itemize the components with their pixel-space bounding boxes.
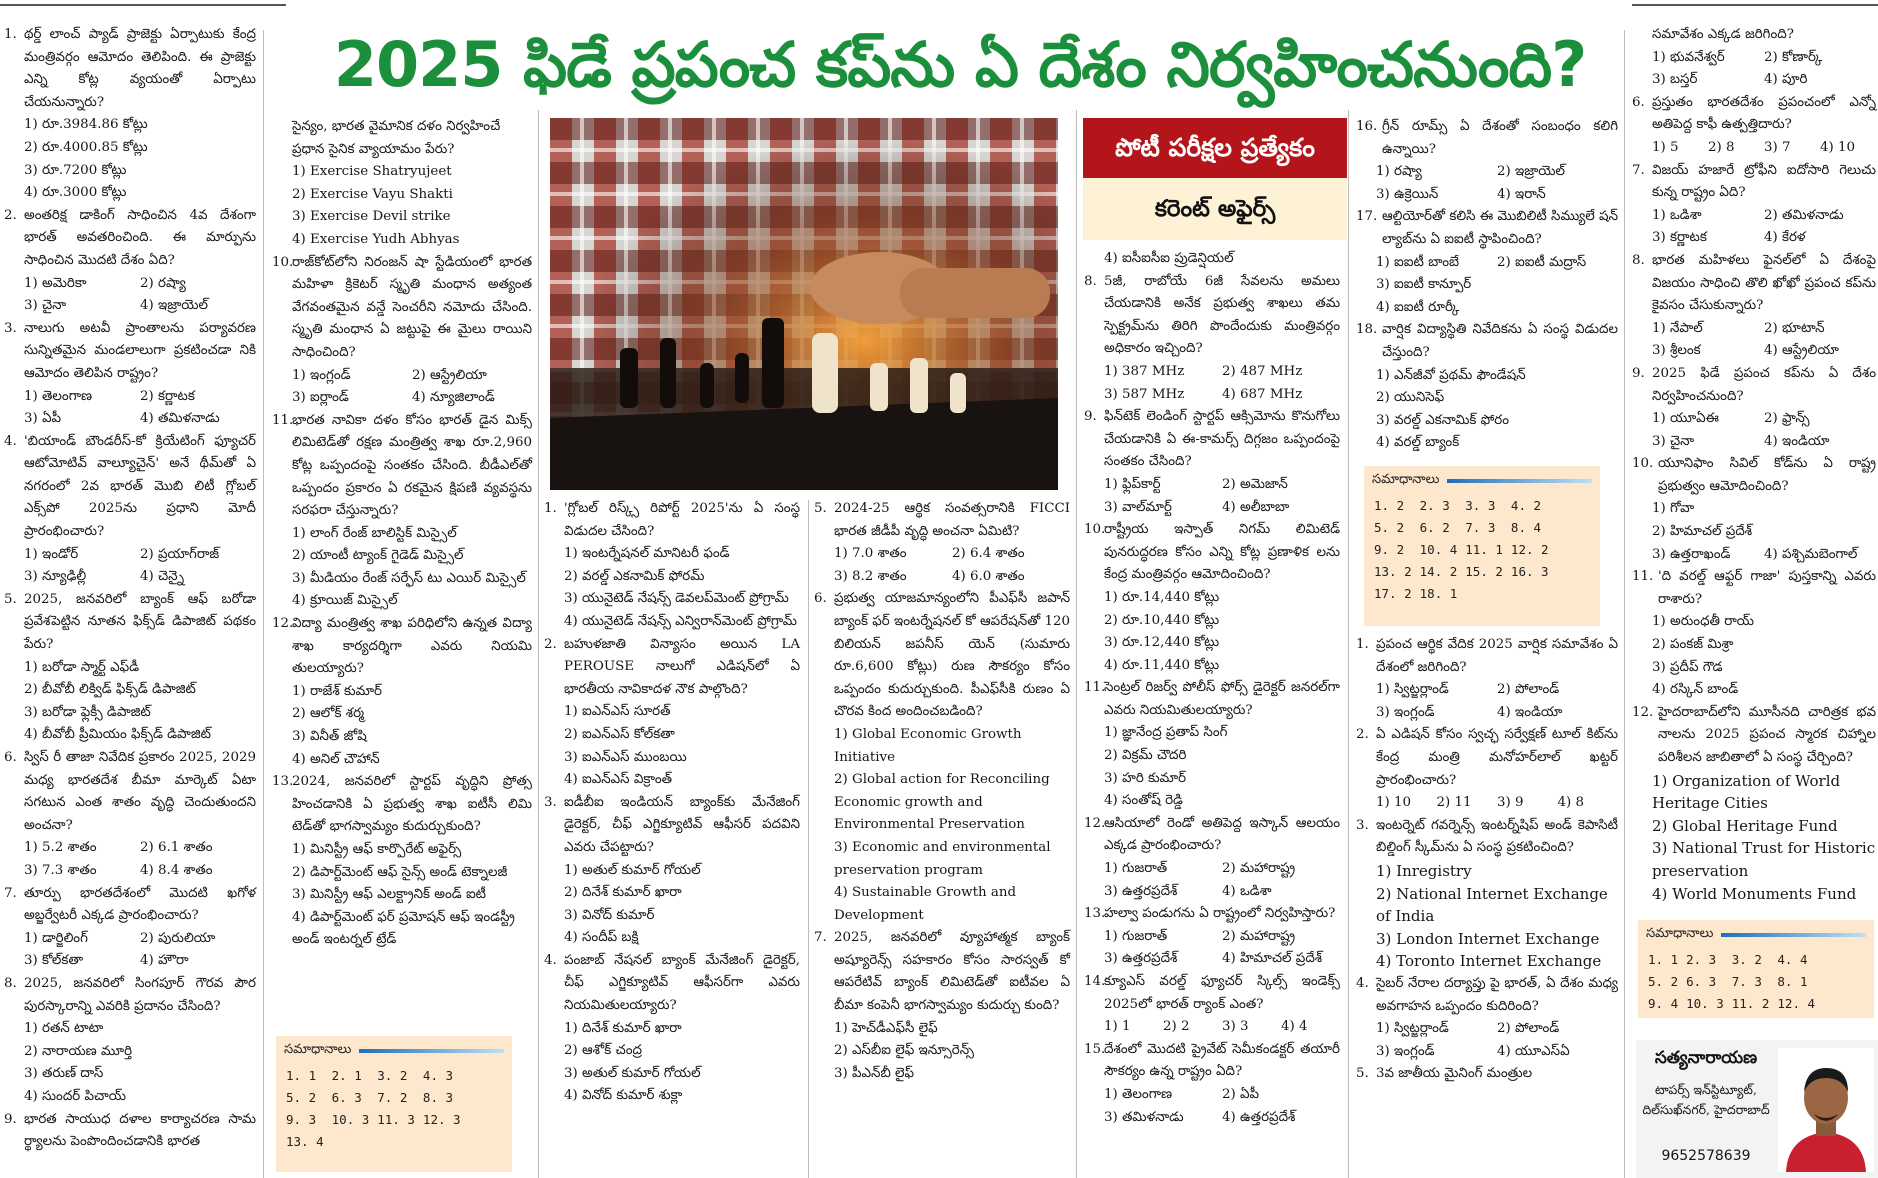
question-p11: 11. 'ది వరల్డ్ ఆఫ్టర్ గాజా' పుస్తకాన్ని ఎవరు రాశారు? — [1632, 569, 1876, 607]
option: 2) Global action for Reconciling Economic growth and Environmental Preservation — [834, 772, 1050, 833]
options-row: 3) తమిళనాడు 4) ఉత్తరప్రదేశ్ — [1104, 1109, 1296, 1125]
option: 4) యునైటెడ్ నేషన్స్ ఎన్విరాన్‌మెంట్ ప్రోగ్రామ్ — [564, 613, 797, 629]
question-p4: 4. సైబర్ నేరాల దర్యాప్తు పై భారత్, ఏ దేశం మధ్య అవగాహన ఒప్పందం కుదిరింది? — [1356, 975, 1618, 1014]
option: 1) లాంగ్ రేంజ్ బాలిస్టిక్ మిస్సైల్ — [292, 525, 457, 541]
author-portrait-icon — [1778, 1048, 1874, 1172]
question-8: 8. 2025, జనవరిలో సింగపూర్ గౌరవ పౌర పురస్కారాన్ని ఎవరికి ప్రదానం చేసింది? — [4, 975, 256, 1014]
option: 4) క్రూయిజ్ మిస్సైల్ — [292, 593, 398, 609]
option: 3) తరుణ్ దాస్ — [24, 1066, 104, 1082]
options-row: 1) ఇంగ్లండ్ 2) ఆస్ట్రేలియా — [292, 367, 487, 383]
question-p5: 5. 3వ జాతీయ మైనింగ్ మంత్రుల — [1356, 1066, 1533, 1082]
option: 2) ఆశోక్ చంద్ర — [564, 1043, 642, 1059]
question-p10: 10. యూనిఫాం సివిల్ కోడ్‌ను ఏ రాష్ట్ర ప్రభుత్వం ఆమోదించింది? — [1632, 456, 1876, 494]
question-p1: 1. ప్రపంచ ఆర్థిక వేదిక 2025 వార్షిక సమావేశం ఏ దేశంలో జరిగింది? — [1356, 637, 1618, 675]
options-row: 1) స్విట్జర్లాండ్ 2) పోలాండ్ — [1376, 682, 1560, 698]
answers-row: 13. 4 — [286, 1133, 324, 1149]
question-13: 13. హల్వా పండుగను ఏ రాష్ట్రంలో నిర్వహిస్తారు? — [1084, 906, 1336, 922]
option: 2) రూ.4000.85 కోట్లు — [24, 139, 148, 155]
question-3: 3. నాలుగు అటవీ ప్రాంతాలను పర్యావరణ సున్నితమైన మండలాలుగా ప్రకటించడా నికి ఆమోదం తెలిపిన రాష్ట్రం? — [4, 320, 256, 381]
option: 3) National Trust for Historic preservation — [1652, 839, 1876, 880]
question-2: 2. అంతరిక్ష డాకింగ్ సాధించిన 4వ దేశంగా భారత్ అవతరించింది. ఈ మార్పును సాధించిన మొదటి దేశం ఏది? — [4, 207, 256, 268]
answers-box-1 — [276, 1036, 512, 1172]
option: 2) డిపార్ట్‌మెంట్ ఆఫ్ సైన్స్ అండ్ టెక్నాలజీ — [292, 864, 508, 880]
option: 1) దినేశ్ కుమార్ ఖారా — [564, 1020, 682, 1036]
answers-table — [1370, 494, 1553, 604]
option: 3) వినోద్ కుమార్ — [564, 907, 655, 923]
question-p3: 3. ఇంటర్నెట్ గవర్నెన్స్ ఇంటర్న్‌షిప్ అండ్ కెపాసిటీ బిల్డింగ్ స్కీమ్‌ను ఏ సంస్థ ప్రకటించింది? — [1356, 817, 1618, 856]
answers-row: 13. 2 14. 2 15. 2 16. 3 — [1374, 563, 1549, 579]
option: 4) Exercise Yudh Abhyas — [292, 231, 460, 247]
options-row: 3) 7.3 శాతం 4) 8.4 శాతం — [24, 862, 213, 878]
option: 4) ఐసీఐసీఐ ప్రుడెన్షియల్ — [1104, 251, 1234, 266]
question-p6: 6. ప్రస్తుతం భారతదేశం ప్రపంచంలో ఎన్నో అతిపెద్ద కాఫీ ఉత్పత్తిదారు? — [1632, 94, 1876, 133]
author-photo — [1778, 1048, 1874, 1172]
answers-table — [282, 1064, 465, 1152]
option: 2) విక్రమ్ చౌదరి — [1104, 748, 1187, 764]
question-p2: 2. ఏ ఎడిషన్ కోసం స్వచ్ఛ సర్వేక్షణ్ టూల్ కిట్‌ను కేంద్ర మంత్రి మనోహర్‌లాల్ ఖట్టర్ ప్రారంభించారు? — [1356, 727, 1618, 788]
option: 2) యాంటీ ట్యాంక్ గైడెడ్ మిస్సైల్ — [292, 548, 464, 564]
question-15: 15. దేశంలో మొదటి ప్రైవేట్ సెమీకండక్టర్ తయారీ సౌకర్యం ఉన్న రాష్ట్రం ఏది? — [1084, 1041, 1340, 1080]
option: 1) ఇంటర్నేషనల్ మానిటరీ ఫండ్ — [564, 546, 730, 562]
question-13: 13. 2024, జనవరిలో స్టార్టప్ వృద్ధిని ప్రోత్స హించడానికి ఏ ప్రభుత్వ శాఖ ఐటీసీ లిమి టెడ్‌తో భాగస్వామ్యం కుదుర్చుకుంది? — [272, 774, 532, 835]
question-5: 5. 2025, జనవరిలో బ్యాంక్ ఆఫ్ బరోడా ప్రవేశపెట్టిన నూతన ఫిక్స్‌డ్ డిపాజిట్ పథకం పేరు? — [4, 591, 256, 653]
answers-bar — [359, 1049, 504, 1053]
option: 2) పంకజ్ మిశ్రా — [1652, 637, 1734, 653]
question-p12: 12. హైదరాబాద్‌లోని మూసీనది చారిత్రక భవ నాలను 2025 ప్రపంచ స్మారక చిహ్నాల పరిశీలన జాబితాలో ఏ సంస్థ చేర్చింది? — [1632, 704, 1876, 765]
option: 1) Exercise Shatryujeet — [292, 164, 452, 180]
question-2: 2. బహుళజాతి విన్యాసం అయిన LA PEROUSE నాలుగో ఎడిషన్‌లో ఏ భారతీయ నావికాదళ నౌక పాల్గొంది? — [544, 636, 800, 697]
options-row: 3) బస్తర్ 4) పూరి — [1652, 72, 1808, 88]
options-row: 1) రష్యా 2) ఇజ్రాయెల్ — [1376, 164, 1565, 180]
options-row: 1) 10 2) 11 3) 9 4) 8 — [1376, 795, 1585, 811]
option: 2) ఆలోక్ శర్మ — [292, 706, 365, 722]
answers-label: సమాధానాలు — [1372, 472, 1440, 487]
question-9-continued: సైన్యం, భారత వైమానిక దళం నిర్వహించే ప్రధాన సైనిక వ్యాయామం పేరు? — [292, 119, 501, 157]
option: 2) హిమాచల్ ప్రదేశ్ — [1652, 524, 1753, 540]
option: 3) మీడియం రేంజ్ సర్ఫేస్ టు ఎయిర్ మిస్సైల్ — [292, 570, 526, 586]
answers-label: సమాధానాలు — [1646, 926, 1714, 941]
option: 2) దినేశ్ కుమార్ ఖారా — [564, 885, 682, 901]
option: 3) పీఎన్‌బీ లైఫ్ — [834, 1065, 915, 1081]
options-row: 3) 587 MHz 4) 687 MHz — [1104, 386, 1303, 402]
option: 1) Organization of World Heritage Cities — [1652, 771, 1841, 813]
top-rule-right — [1632, 4, 1878, 6]
option: 3) మినిస్ట్రీ ఆఫ్ ఎలక్ట్రానిక్ అండ్ ఐటీ — [292, 887, 487, 903]
option: 4) సంతోష్ రెడ్డి — [1104, 793, 1183, 809]
options-row: 1) డార్జిలింగ్ 2) పురులియా — [24, 930, 216, 946]
option: 4) వరల్డ్ బ్యాంక్ — [1376, 435, 1460, 451]
answers-row: 5. 2 6. 3 7. 3 8. 1 — [1648, 973, 1808, 989]
option: 2) ఎస్‌బీఐ లైఫ్ ఇన్సూరెన్స్ — [834, 1043, 974, 1059]
options-row: 1) ఐఐటీ బాంబే 2) ఐఐటీ మద్రాస్ — [1376, 254, 1587, 270]
options-row: 1) అమెరికా 2) రష్యా — [24, 275, 186, 291]
options-row: 3) 8.2 శాతం 4) 6.0 శాతం — [834, 568, 1025, 584]
option: 3) యునైటెడ్ నేషన్స్ డెవలప్‌మెంట్ ప్రోగ్రామ్ — [564, 591, 789, 607]
question-11: 11. సెంట్రల్ రిజర్వ్ పోలీస్ ఫోర్స్ డైరెక్టర్ జనరల్‌గా ఎవరు నియమితులయ్యారు? — [1084, 680, 1340, 718]
option: 3) ఐఐటీ కాన్పూర్ — [1376, 277, 1472, 293]
question-6: 6. ప్రభుత్వ యాజమాన్యంలోని పీఎఫ్‌సీ జపాన్ బ్యాంక్ ఫర్ ఇంటర్నేషనల్ కో ఆపరేషన్‌తో 120 బిలియన్ జపనీస్ యెన్ (సుమారు రూ.6,600 కోట్లు) రుణ సౌకర్యం కోసం ఒప్పందం కుదుర్చుకుంది. పీఎఫ్‌సీకి రుణం ఏ చొరవ కింద అందించబడింది? — [814, 591, 1070, 720]
option: 3) London Internet Exchange — [1376, 929, 1600, 948]
option: 1) బరోడా స్మార్ట్ ఎఫ్‌డీ — [24, 659, 140, 675]
option: 3) ప్రదీప్ గౌడ — [1652, 659, 1723, 675]
options-row: 1) యూఏఈ 2) ఫ్రాన్స్ — [1652, 411, 1810, 427]
column-6-lower — [1356, 634, 1618, 1086]
options-row: 3) చైనా 4) ఇండియా — [1652, 433, 1830, 449]
option: 2) యునిసెఫ్ — [1376, 390, 1445, 406]
options-row: 3) ఉత్తరప్రదేశ్ 4) హిమాచల్ ప్రదేశ్ — [1104, 951, 1323, 967]
option: 1) Global Economic Growth Initiative — [834, 726, 1022, 765]
options-row: 1) ఫ్లిప్‌కార్ట్ 2) అమెజాన్ — [1104, 476, 1288, 492]
question-5: 5. 2024-25 ఆర్థిక సంవత్సరానికి FICCI భారత జీడీపీ వృద్ధి అంచనా ఏమిటి? — [814, 501, 1070, 539]
question-10: 10. రాజ్‌కోట్‌లోని నిరంజన్ షా స్టేడియంలో భారత మహిళా క్రికెటర్ స్మృతి మంధాన అత్యంత వేగవంతమైన వన్డే సెంచరీని నమోదు చేసింది. స్మృతి మంధాన ఏ జట్టుపై ఈ మైలు రాయిని సాధించింది? — [272, 254, 532, 360]
page-title: 2025 ఫిడే ప్రపంచ కప్‌ను ఏ దేశం నిర్వహించనుంది? — [333, 28, 1587, 101]
option: 1) Inregistry — [1376, 861, 1472, 880]
banner-competitive-special: పోటీ పరీక్షల ప్రత్యేకం — [1083, 118, 1347, 178]
options-row: 3) ఉత్తరాఖండ్ 4) పశ్చిమబెంగాల్ — [1652, 546, 1858, 562]
top-rule-left — [0, 4, 286, 6]
options-row: 1) స్విట్జర్లాండ్ 2) పోలాండ్ — [1376, 1021, 1560, 1037]
answers-row: 1. 1 2. 1 3. 2 4. 3 — [286, 1067, 454, 1083]
answers-box-2 — [1364, 466, 1600, 626]
column-divider — [1624, 30, 1625, 1178]
column-5 — [1084, 248, 1340, 1129]
question-1: 1. థర్డ్ లాంచ్ ప్యాడ్ ప్రాజెక్టు ఏర్పాటుకు కేంద్ర మంత్రివర్గం ఆమోదం తెలిపింది. ఈ ప్రాజెక్టు ఎన్ని కోట్ల వ్యయంతో ఏర్పాటు చేయనున్నారు? — [4, 27, 256, 110]
answers-row: 1. 2 2. 3 3. 3 4. 2 — [1374, 497, 1542, 513]
options-row: 3) ఇంగ్లండ్ 4) యూఎస్ఏ — [1376, 1043, 1570, 1059]
option: 1) మినిస్ట్రీ ఆఫ్ కార్పొరేట్ అఫైర్స్ — [292, 842, 462, 857]
option: 4) అనిల్ చౌహాన్ — [292, 751, 380, 767]
answers-table — [1644, 948, 1819, 1014]
column-4 — [814, 498, 1070, 1085]
options-row: 3) కర్ణాటక 4) కేరళ — [1652, 230, 1806, 246]
options-row: 1) గుజరాత్ 2) మహారాష్ట్ర — [1104, 861, 1296, 877]
option: 3) హరి కుమార్ — [1104, 770, 1187, 786]
option: 2) వరల్డ్ ఎకనామిక్ ఫోరమ్ — [564, 568, 705, 584]
options-row: 1) తెలంగాణ 2) ఏపీ — [1104, 1086, 1260, 1102]
options-row: 1) గుజరాత్ 2) మహారాష్ట్ర — [1104, 928, 1296, 944]
option: 2) నారాయణ మూర్తి — [24, 1043, 133, 1059]
author-phone: 9652578639 — [1661, 1148, 1751, 1164]
answers-row: 9. 4 10. 3 11. 2 12. 4 — [1648, 995, 1816, 1011]
column-2 — [272, 116, 532, 952]
options-row: 3) ఇంగ్లండ్ 4) ఇండియా — [1376, 704, 1563, 720]
option: 2) బీవోబీ లిక్విడ్ ఫిక్స్‌డ్ డిపాజిట్ — [24, 682, 196, 698]
option: 3) రూ.7200 కోట్లు — [24, 162, 127, 178]
options-row: 3) శ్రీలంక 4) ఆస్ట్రేలియా — [1652, 343, 1839, 359]
answers-row: 9. 2 10. 4 11. 1 12. 2 — [1374, 541, 1549, 557]
option: 3) Economic and environmental preservation program — [834, 839, 1051, 878]
option: 1) అతుల్ కుమార్ గోయల్ — [564, 862, 701, 878]
option: 2) Exercise Vayu Shakti — [292, 186, 453, 202]
option: 1) రాజేశ్ కుమార్ — [292, 683, 382, 699]
options-row: 1) భువనేశ్వర్ 2) కోణార్క్ — [1652, 49, 1823, 65]
question-18: 18. వార్షిక విద్యాస్థితి నివేదికను ఏ సంస్థ విడుదల చేస్తుంది? — [1356, 322, 1618, 360]
option: 1) రూ.3984.86 కోట్లు — [24, 117, 148, 133]
options-row: 1) తెలంగాణ 2) కర్ణాటక — [24, 388, 195, 404]
column-7 — [1632, 24, 1876, 905]
option: 4) ఐఎన్ఎస్ విక్రాంత్ — [564, 772, 673, 788]
answers-box-3 — [1638, 920, 1874, 1018]
option: 3) వరల్డ్ ఎకనామిక్ ఫోరం — [1376, 412, 1509, 428]
option: 3) Exercise Devil strike — [292, 209, 451, 225]
question-8: 8. 5జీ, రాబోయే 6జీ సేవలను అమలు చేయడానికి అనేక ప్రభుత్వ శాఖలు తమ స్పెక్ట్రమ్‌ను తిరిగి పొందేందుకు మంత్రివర్గం అధికారం ఇచ్చింది? — [1084, 273, 1340, 357]
options-row: 3) ఏపీ 4) తమిళనాడు — [24, 411, 220, 427]
option: 4) బీవోబీ ప్రీమియం ఫిక్స్‌డ్ డిపాజిట్ — [24, 727, 211, 743]
chess-photo — [550, 118, 1058, 490]
column-6 — [1356, 116, 1618, 455]
question-11: 11. భారత నావికా దళం కోసం భారత్ డైన మిక్స్ లిమిటెడ్‌తో రక్షణ మంత్రిత్వ శాఖ రూ.2,960 కోట్ల ఒప్పందంపై సంతకం చేసింది. బీడీఎల్‌తో ఒప్పందం ప్రకారం ఏ రకమైన క్షిపణి వ్యవస్థను సరఫరా చేస్తున్నారు? — [272, 412, 532, 519]
option: 1) జ్ఞానేంద్ర ప్రతాప్ సింగ్ — [1104, 725, 1228, 741]
question-9: 9. భారత సాయుధ దళాల కార్యాచరణ సామ ర్థ్యాలను పెంపొందించడానికి భారత — [4, 1111, 256, 1150]
question-p8: 8. భారత మహిళలు ఫైనల్‌లో ఏ దేశంపై విజయం సాధించి తొలి ఖోఖో ప్రపంచ కప్‌ను కైవసం చేసుకున్నారు? — [1632, 252, 1876, 314]
author-institute: టాపర్స్ ఇన్‌స్టిట్యూట్, దిల్‌సుఖ్‌నగర్, హైదరాబాద్ — [1642, 1082, 1770, 1117]
option: 1) రతన్ టాటా — [24, 1021, 104, 1037]
question-9: 9. ఫిన్‌టెక్ లెండింగ్ స్టార్టప్ ఆక్సిమోను కొనుగోలు చేయడానికి ఏ ఈ-కామర్స్ దిగ్గజం ఒప్పందంపై సంతకం చేసింది? — [1084, 409, 1340, 470]
option: 1) రూ.14,440 కోట్లు — [1104, 589, 1220, 605]
question-7: 7. తూర్పు భారతదేశంలో మొదటి ఖగోళ అబ్జర్వేటరీ ఎక్కడ ప్రారంభించారు? — [4, 885, 256, 924]
question-p5-continued: సమావేశం ఎక్కడ జరిగింది? — [1652, 27, 1794, 42]
option: 3) అతుల్ కుమార్ గోయల్ — [564, 1065, 701, 1081]
question-1: 1. 'గ్లోబల్ రిస్క్స్ రిపోర్ట్ 2025'ను ఏ సంస్థ విడుదల చేసింది? — [544, 501, 800, 539]
option: 4) World Monuments Fund — [1652, 884, 1857, 903]
column-divider — [1348, 110, 1349, 1178]
options-row: 1) 7.0 శాతం 2) 6.4 శాతం — [834, 546, 1025, 562]
option: 2) National Internet Exchange of India — [1376, 884, 1608, 926]
question-4: 4. పంజాబ్ నేషనల్ బ్యాంక్ మేనేజింగ్ డైరెక్టర్, చీఫ్ ఎగ్జిక్యూటివ్ ఆఫీసర్‌గా ఎవరు నియమితులయ్యారు? — [544, 952, 800, 1014]
options-row: 3) వాల్‌మార్ట్ 4) అలీబాబా — [1104, 499, 1290, 515]
option: 3) ఐఎన్ఎస్ ముంబయి — [564, 749, 687, 765]
options-row: 1) నేపాల్ 2) భూటాన్ — [1652, 320, 1825, 336]
author-box — [1636, 1040, 1878, 1178]
options-row: 3) ఉత్తరప్రదేశ్ 4) ఒడిశా — [1104, 883, 1272, 899]
option: 4) వినోద్ కుమార్ శుక్లా — [564, 1088, 683, 1104]
option: 4) రస్కిన్ బాండ్ — [1652, 682, 1739, 698]
option: 2) రూ.10,440 కోట్లు — [1104, 612, 1220, 628]
options-row: 3) ఉక్రెయిన్ 4) ఇరాన్ — [1376, 186, 1546, 202]
options-row: 1) ఒడిశా 2) తమిళనాడు — [1652, 207, 1844, 223]
question-3: 3. ఐడీబీఐ ఇండియన్ బ్యాంక్‌కు మేనేజింగ్ డైరెక్టర్, చీఫ్ ఎగ్జిక్యూటివ్ ఆఫీసర్ పదవిని ఎవరు చేపట్టారు? — [544, 794, 800, 855]
question-17: 17. ఆల్టియోర్‌తో కలిసి ఈ మొబిలిటీ సిమ్యులే షన్ ల్యాబ్‌ను ఏ ఐఐటీ స్థాపించింది? — [1356, 209, 1618, 247]
option: 1) హెచ్‌డీఎఫ్‌సీ లైఫ్ — [834, 1020, 938, 1036]
column-divider — [808, 500, 809, 1178]
question-10: 10. రాష్ట్రీయ ఇస్పాత్ నిగమ్ లిమిటెడ్ పునరుద్ధరణ కోసం ఎన్ని కోట్ల ప్రణాళిక లను కేంద్ర మంత్రివర్గం ఆమోదించింది? — [1084, 522, 1340, 583]
answers-bar — [1447, 479, 1592, 483]
options-row: 3) న్యూఢిల్లీ 4) చెన్నై — [24, 569, 185, 585]
question-16: 16. గ్రీన్ రూమ్స్ ఏ దేశంతో సంబంధం కలిగి ఉన్నాయి? — [1356, 119, 1618, 157]
option: 4) రూ.11,440 కోట్లు — [1104, 657, 1220, 673]
column-divider — [263, 30, 264, 1178]
answers-bar — [1721, 933, 1866, 937]
question-p7: 7. విజయ్ హజారే ట్రోఫీని ఐదోసారి గెలుచు కున్న రాష్ట్రం ఏది? — [1632, 162, 1876, 201]
options-row: 1) 5.2 శాతం 2) 6.1 శాతం — [24, 840, 213, 856]
question-7: 7. 2025, జనవరిలో వ్యూహాత్మక బ్యాంక్ అష్యూరెన్స్ సహకారం కోసం సారస్వత్ కో ఆపరేటివ్ బ్యాంక్ లిమిటెడ్‌తో ఐటీవల ఏ బీమా కంపెనీ భాగస్వామ్యం కుదుర్చు కుంది? — [814, 930, 1070, 1014]
option: 1) అరుంధతీ రాయ్ — [1652, 614, 1755, 630]
option: 3) బరోడా ఫ్లెక్సీ డిపాజిట్ — [24, 704, 151, 720]
options-row: 3) చైనా 4) ఇజ్రాయెల్ — [24, 298, 208, 314]
question-14: 14. క్యూఎస్ వరల్డ్ ఫ్యూచర్ స్కిల్స్ ఇండెక్స్ 2025లో భారత్ ర్యాంక్ ఎంత? — [1084, 974, 1340, 1012]
answers-row: 5. 2 6. 2 7. 3 8. 4 — [1374, 519, 1542, 535]
column-divider — [1076, 110, 1077, 1178]
answers-row: 9. 3 10. 3 11. 3 12. 3 — [286, 1111, 461, 1127]
option: 4) Toronto Internet Exchange — [1376, 952, 1602, 971]
column-divider — [538, 110, 539, 1178]
option: 4) Sustainable Growth and Development — [834, 885, 1017, 923]
column-1 — [4, 24, 256, 1154]
option: 3) రూ.12,440 కోట్లు — [1104, 635, 1220, 651]
question-6: 6. స్విస్ రీ తాజా నివేదిక ప్రకారం 2025, 2029 మధ్య భారతదేశ బీమా మార్కెట్ ఏటా సగటున ఎంత శాతం వృద్ధి చెందుతుందని అంచనా? — [4, 750, 256, 833]
options-row: 1) 5 2) 8 3) 7 4) 10 — [1652, 139, 1856, 155]
option: 4) ఐఐటీ రూర్కీ — [1376, 299, 1460, 315]
option: 3) వినీత్ జోషి — [292, 729, 367, 745]
option: 2) ఐఎన్ఎస్ కోల్‌కతా — [564, 726, 675, 742]
option: 1) గోవా — [1652, 501, 1695, 517]
options-row: 3) కోల్‌కతా 4) హౌరా — [24, 953, 189, 969]
options-row: 3) ఐర్లాండ్ 4) న్యూజిలాండ్ — [292, 390, 495, 406]
option: 4) సందీప్ బక్షి — [564, 930, 639, 946]
column-3 — [544, 498, 800, 1108]
option: 4) సుందర్ పిచాయ్ — [24, 1088, 126, 1104]
answers-row: 1. 1 2. 3 3. 2 4. 4 — [1648, 951, 1808, 967]
question-p9: 9. 2025 ఫిడే ప్రపంచ కప్‌ను ఏ దేశం నిర్వహించనుంది? — [1632, 365, 1876, 404]
author-name: సత్యనారాయణ — [1654, 1048, 1758, 1068]
answers-label: సమాధానాలు — [284, 1042, 352, 1057]
options-row: 1) 1 2) 2 3) 3 4) 4 — [1104, 1019, 1308, 1035]
option: 4) డిపార్ట్‌మెంట్ ఫర్ ప్రమోషన్ ఆఫ్ ఇండస్ట్రీ అండ్ ఇంటర్నల్ ట్రేడ్ — [292, 909, 515, 948]
question-4: 4. 'బియాండ్ బౌండరీస్-కో క్రియేటింగ్ ఫ్యూచర్ ఆటోమోటివ్ వాల్యూచైన్' అనే థీమ్‌తో ఏ నగరంలో 2వ భారత్ మొబి లిటీ గ్లోబల్ ఎక్స్‌పో 2025ను ప్రధాని మోదీ ప్రారంభించారు? — [4, 433, 256, 540]
banner-current-affairs: కరెంట్‌ అఫైర్స్‌ — [1083, 178, 1347, 240]
options-row: 1) 387 MHz 2) 487 MHz — [1104, 363, 1303, 379]
question-12: 12. ఆసియాలో రెండో అతిపెద్ద ఇస్కాన్ ఆలయం ఎక్కడ ప్రారంభించారు? — [1084, 815, 1340, 854]
question-12: 12. విద్యా మంత్రిత్వ శాఖ పరిధిలోని ఉన్నత విద్యా శాఖ కార్యదర్శిగా ఎవరు నియమి తులయ్యారు? — [272, 616, 532, 677]
answers-row: 5. 2 6. 3 7. 2 8. 3 — [286, 1089, 454, 1105]
option: 2) Global Heritage Fund — [1652, 816, 1838, 835]
option: 1) ఎన్‌జీవో ప్రథమ్ ఫౌండేషన్ — [1376, 367, 1526, 383]
answers-row: 17. 2 18. 1 — [1374, 585, 1458, 601]
option: 1) ఐఎన్ఎస్ సూరత్ — [564, 704, 671, 720]
options-row: 1) ఇండోర్ 2) ప్రయాగ్‌రాజ్ — [24, 546, 220, 562]
option: 4) రూ.3000 కోట్లు — [24, 185, 127, 201]
chess-illustration — [550, 118, 1058, 490]
